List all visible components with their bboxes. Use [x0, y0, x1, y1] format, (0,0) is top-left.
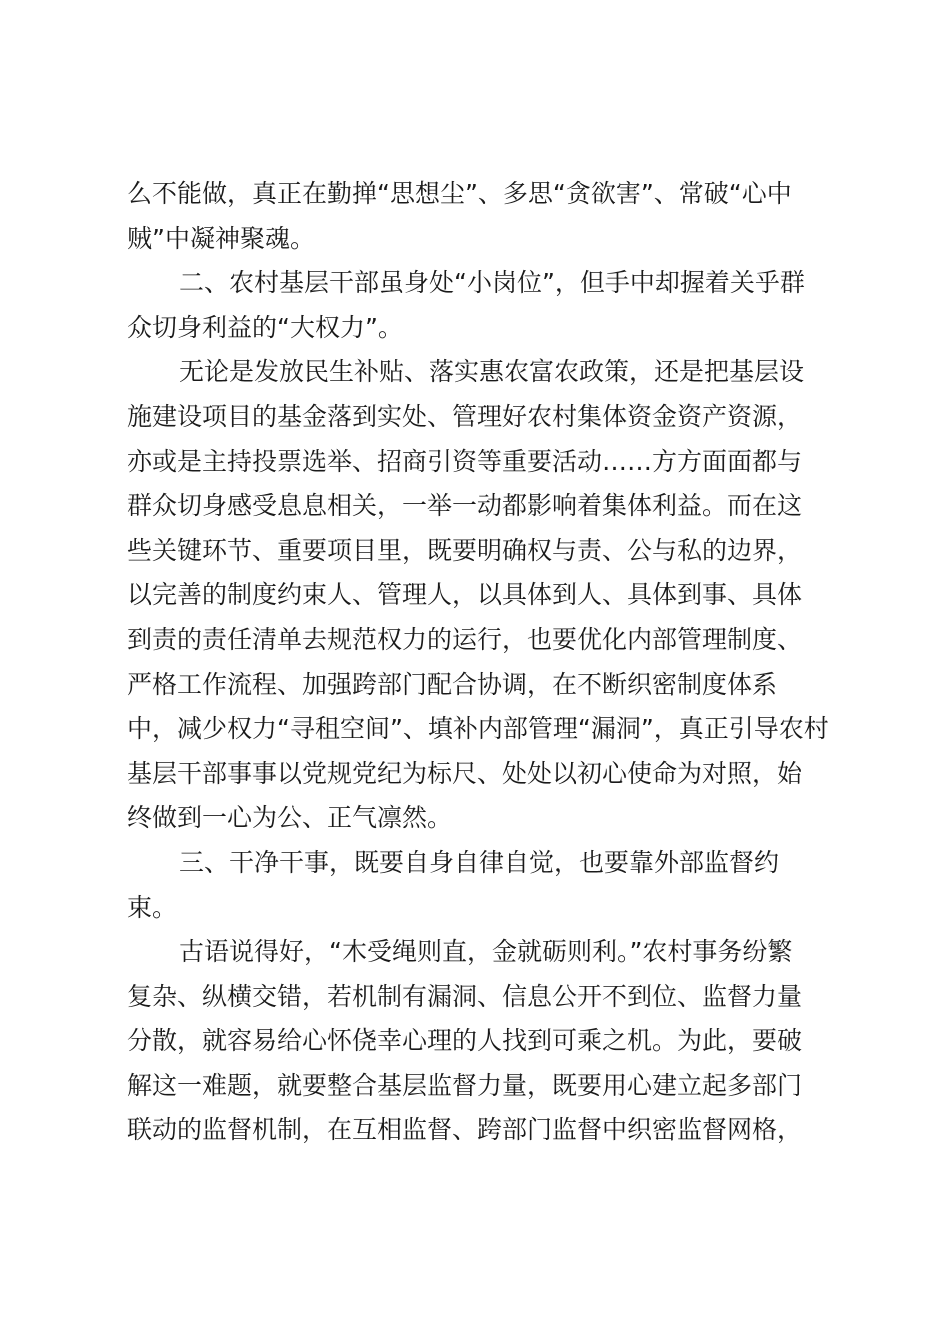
section-heading-line: 二、农村基层干部虽身处“小岗位”，但手中却握着关乎群	[179, 268, 805, 298]
body-text	[127, 172, 827, 1153]
text-line: 古语说得好，“木受绳则直，金就砺则利。”农村事务纷繁	[179, 937, 793, 967]
text-line: 群众切身感受息息相关，一举一动都影响着集体利益。而在这	[127, 491, 803, 521]
text-line: 以完善的制度约束人、管理人，以具体到人、具体到事、具体	[127, 580, 803, 610]
text-line: 亦或是主持投票选举、招商引资等重要活动……方方面面都与	[127, 446, 803, 476]
text-line: 贼”中凝神聚魂。	[127, 223, 315, 253]
text-line: 解这一难题，就要整合基层监督力量，既要用心建立起多部门	[127, 1070, 803, 1100]
text-line: 严格工作流程、加强跨部门配合协调，在不断织密制度体系	[127, 669, 778, 699]
text-line: 些关键环节、重要项目里，既要明确权与责、公与私的边界，	[127, 535, 803, 565]
text-line: 中，减少权力“寻租空间”、填补内部管理“漏洞”，真正引导农村	[127, 714, 829, 744]
text-line: 施建设项目的基金落到实处、管理好农村集体资金资产资源，	[127, 401, 803, 431]
text-line: 分散，就容易给心怀侥幸心理的人找到可乘之机。为此，要破	[127, 1026, 803, 1056]
text-line: 么不能做，真正在勤掸“思想尘”、多思“贪欲害”、常破“心中	[127, 179, 792, 208]
text-line: 终做到一心为公、正气凛然。	[127, 803, 453, 833]
text-line: 复杂、纵横交错，若机制有漏洞、信息公开不到位、监督力量	[127, 981, 803, 1011]
section-heading-line: 三、干净干事，既要自身自律自觉，也要靠外部监督约	[179, 847, 780, 877]
text-line: 无论是发放民生补贴、落实惠农富农政策，还是把基层设	[179, 357, 805, 387]
section-heading-line: 众切身利益的“大权力”。	[127, 312, 403, 342]
section-heading-line: 束。	[127, 892, 178, 922]
text-line: 到责的责任清单去规范权力的运行，也要优化内部管理制度、	[127, 624, 803, 654]
text-line: 联动的监督机制，在互相监督、跨部门监督中织密监督网格，	[127, 1115, 803, 1145]
text-line: 基层干部事事以党规党纪为标尺、处处以初心使命为对照，始	[127, 758, 803, 788]
